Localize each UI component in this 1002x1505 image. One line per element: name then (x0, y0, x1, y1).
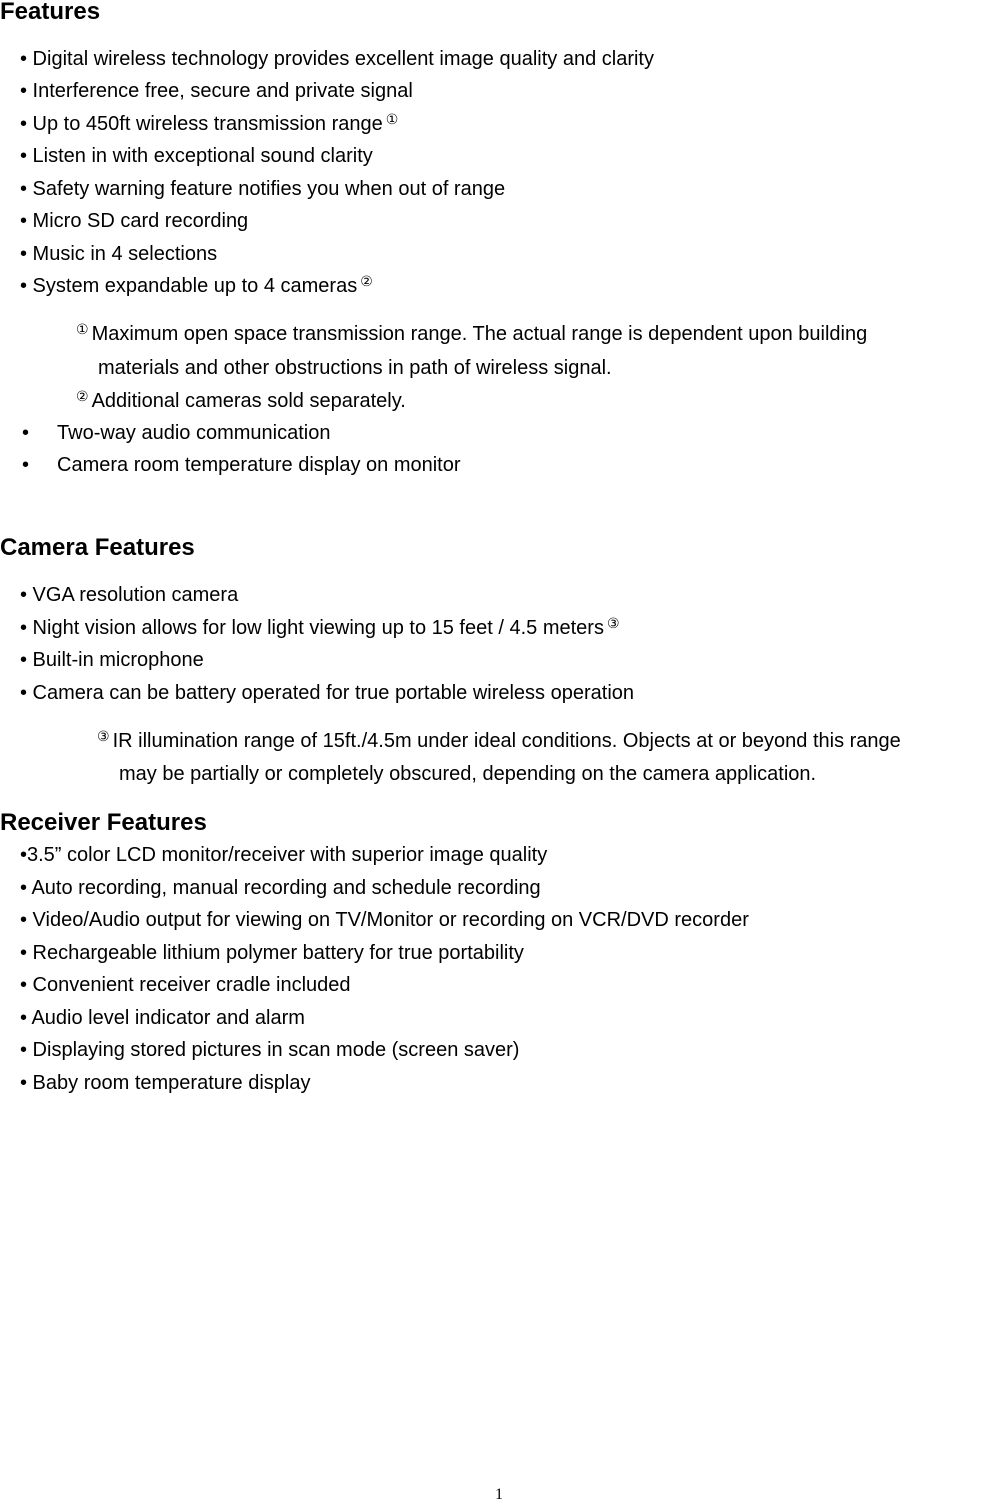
feature-item: • Digital wireless technology provides excellent image quality and clarity (20, 48, 654, 70)
receiver-feature-item: •3.5” color LCD monitor/receiver with superior image quality (20, 844, 548, 866)
camera-feature-item: • VGA resolution camera (20, 584, 239, 606)
feature-item: • Up to 450ft wireless transmission range ① (20, 111, 399, 135)
footnote-marker: ① (385, 111, 399, 127)
footnote-marker: ③ (97, 728, 110, 744)
receiver-feature-item: • Audio level indicator and alarm (20, 1007, 305, 1029)
feature-item: • Safety warning feature notifies you when out of range (20, 178, 506, 200)
feature-item: • Camera room temperature display on monitor (22, 454, 461, 476)
receiver-features-heading: Receiver Features (0, 809, 207, 836)
footnote-marker: ① (76, 321, 89, 337)
feature-item: • Music in 4 selections (20, 243, 218, 265)
footnote-marker: ③ (606, 615, 620, 631)
camera-feature-item: • Night vision allows for low light viewing up to 15 feet / 4.5 meters ③ (20, 615, 620, 639)
footnote-marker: ② (360, 273, 373, 289)
receiver-feature-item: • Convenient receiver cradle included (20, 974, 351, 996)
feature-item: • Micro SD card recording (20, 210, 249, 232)
receiver-feature-item: • Auto recording, manual recording and schedule recording (20, 877, 541, 899)
receiver-feature-item: • Rechargeable lithium polymer battery for true portability (20, 942, 524, 964)
feature-item: • Interference free, secure and private signal (20, 80, 413, 102)
footnote-continuation: may be partially or completely obscured, depending on the camera application. (119, 763, 817, 785)
footnote: ① Maximum open space transmission range. The actual range is dependent upon building (76, 321, 868, 345)
feature-item: • System expandable up to 4 cameras ② (20, 273, 373, 297)
camera-features-heading: Camera Features (0, 534, 195, 561)
camera-feature-item: • Camera can be battery operated for true portable wireless operation (20, 682, 635, 704)
page-number: 1 (495, 1486, 503, 1503)
camera-feature-item: • Built-in microphone (20, 649, 204, 671)
receiver-feature-item: • Video/Audio output for viewing on TV/Monitor or recording on VCR/DVD recorder (20, 909, 749, 931)
footnote-marker: ② (76, 388, 89, 404)
receiver-feature-item: • Baby room temperature display (20, 1072, 311, 1094)
receiver-feature-item: • Displaying stored pictures in scan mode (screen saver) (20, 1039, 520, 1061)
feature-item: • Two-way audio communication (22, 422, 331, 444)
feature-item: • Listen in with exceptional sound clarity (20, 145, 373, 167)
features-heading: Features (0, 0, 101, 25)
footnote-continuation: materials and other obstructions in path of wireless signal. (98, 357, 612, 379)
footnote: ③ IR illumination range of 15ft./4.5m under ideal conditions. Objects at or beyond this range (97, 728, 901, 752)
footnote: ② Additional cameras sold separately. (76, 388, 406, 412)
